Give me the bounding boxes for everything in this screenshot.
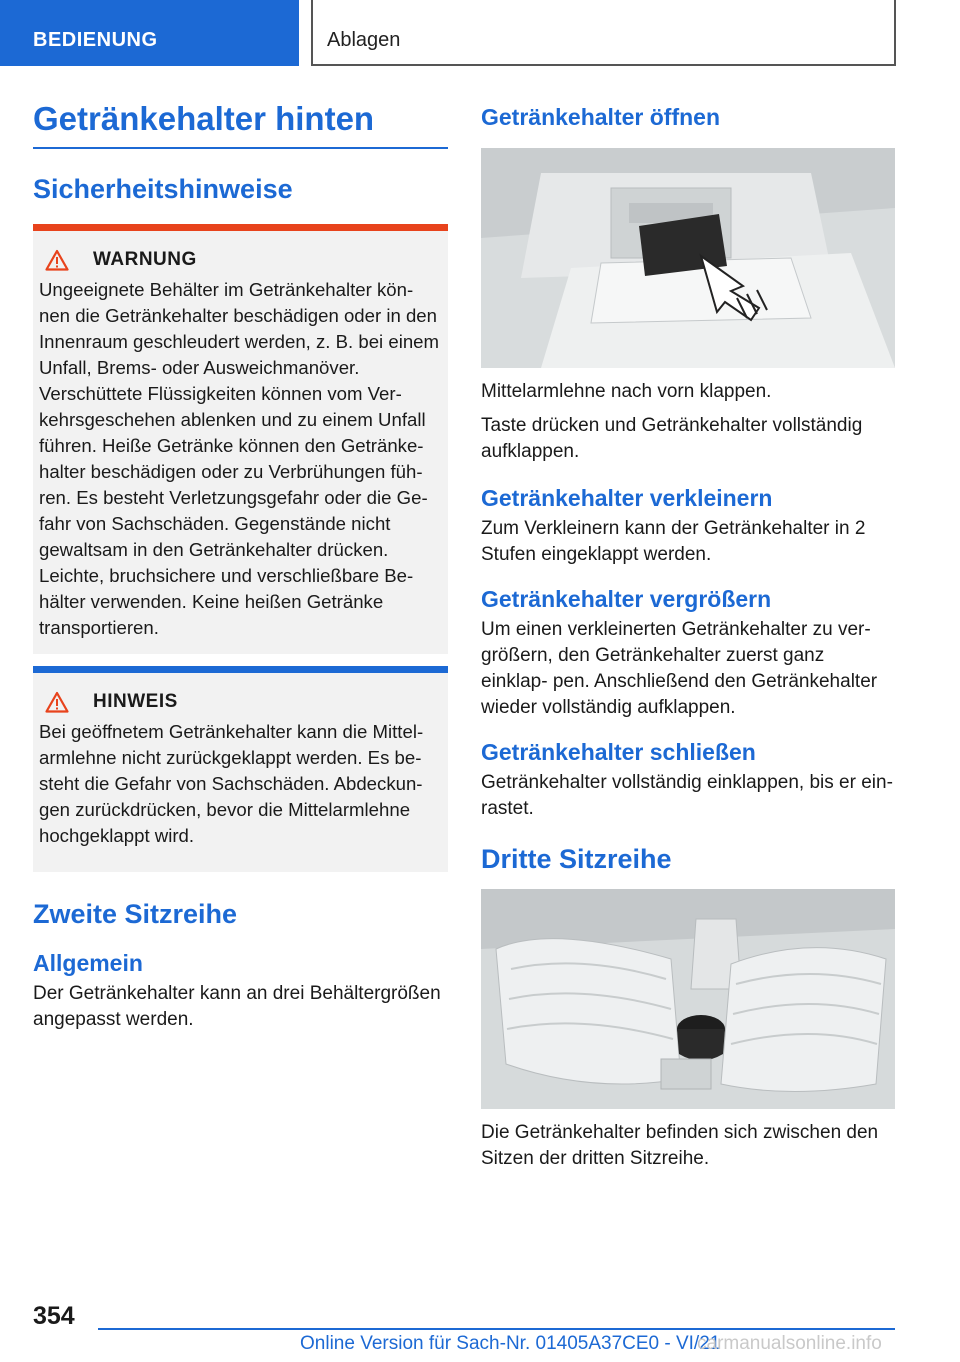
enlarge-heading: Getränkehalter vergrößern xyxy=(481,586,772,612)
third-row-heading: Dritte Sitzreihe xyxy=(481,844,672,874)
warning-label: WARNUNG xyxy=(93,249,197,270)
chapter-tab: Ablagen xyxy=(311,0,896,66)
page-number: 354 xyxy=(33,1302,75,1330)
close-text: Getränkehalter vollständig einklappen, bis er ein‐ rastet. xyxy=(481,772,893,819)
warning-text: Ungeeignete Behälter im Getränkehalter kön‐ nen die Getränkehalter beschädigen oder in den Innenraum geschleudert werden, z. B. bei einem Unfall, Brems- oder Ausweichmanöver. Verschüttete Flüssigkeiten können vom Ver‐ kehrsgeschehen ablenken und zu einem Unfall führen. Heiße Getränke können den Getränke‐ halter beschädigen oder zu Verbrühungen füh‐ ren. Es besteht Verletzungsgefahr oder die Ge‐ fahr von Sachschäden. Gegenstände nicht gewaltsam in den Getränkehalter drücken. Leichte, bruchsichere und verschließbare Be‐ hälter verwenden. Keine heißen Getränke transportieren. xyxy=(39,279,439,638)
note-box xyxy=(33,666,448,872)
close-heading: Getränkehalter schließen xyxy=(481,739,756,765)
left-column xyxy=(33,100,448,1033)
third-row-seats-illustration xyxy=(481,889,895,1109)
open-step-2: Taste drücken und Getränkehalter vollständig aufklappen. xyxy=(481,415,863,462)
armrest-photo xyxy=(481,148,895,368)
shrink-text: Zum Verkleinern kann der Getränkehalter in 2 Stufen eingeklappt werden. xyxy=(481,518,866,565)
note-triangle-icon xyxy=(45,691,69,713)
open-heading: Getränkehalter öffnen xyxy=(481,104,720,130)
shrink-heading: Getränkehalter verkleinern xyxy=(481,485,773,511)
third-row-text: Die Getränkehalter befinden sich zwischen den Sitzen der dritten Sitzreihe. xyxy=(481,1122,879,1169)
warning-triangle-icon xyxy=(45,249,69,271)
note-label: HINWEIS xyxy=(93,691,178,712)
safety-heading: Sicherheitshinweise xyxy=(33,174,293,204)
footer-divider xyxy=(98,1328,895,1330)
right-column xyxy=(481,100,895,1172)
open-step-1: Mittelarmlehne nach vorn klappen. xyxy=(481,381,772,402)
warning-title xyxy=(39,249,442,271)
second-row-heading: Zweite Sitzreihe xyxy=(33,899,238,929)
note-title xyxy=(39,691,442,713)
warning-box xyxy=(33,224,448,654)
third-row-photo xyxy=(481,889,895,1109)
armrest-illustration xyxy=(481,148,895,368)
general-heading: Allgemein xyxy=(33,950,143,976)
section-tab: BEDIENUNG xyxy=(0,0,299,66)
note-text: Bei geöffnetem Getränkehalter kann die Mittel‐ armlehne nicht zurückgeklappt werden. Es be‐ steht die Gefahr von Sachschäden. Abdeckun‐ gen zurückdrücken, bevor die Mittelarmlehne hochgeklappt wird. xyxy=(39,721,424,846)
footer-version: Online Version für Sach-Nr. 01405A37CE0 - VI/21 xyxy=(300,1333,721,1354)
watermark: carmanualsonline.info xyxy=(697,1333,882,1354)
enlarge-text: Um einen verkleinerten Getränkehalter zu ver‐ größern, den Getränkehalter zuerst ganz einklap‐ pen. Anschließend den Getränkehalter wieder vollständig aufklappen. xyxy=(481,619,878,718)
page-title: Getränkehalter hinten xyxy=(33,100,448,149)
general-text: Der Getränkehalter kann an drei Behältergrößen angepasst werden. xyxy=(33,983,441,1030)
